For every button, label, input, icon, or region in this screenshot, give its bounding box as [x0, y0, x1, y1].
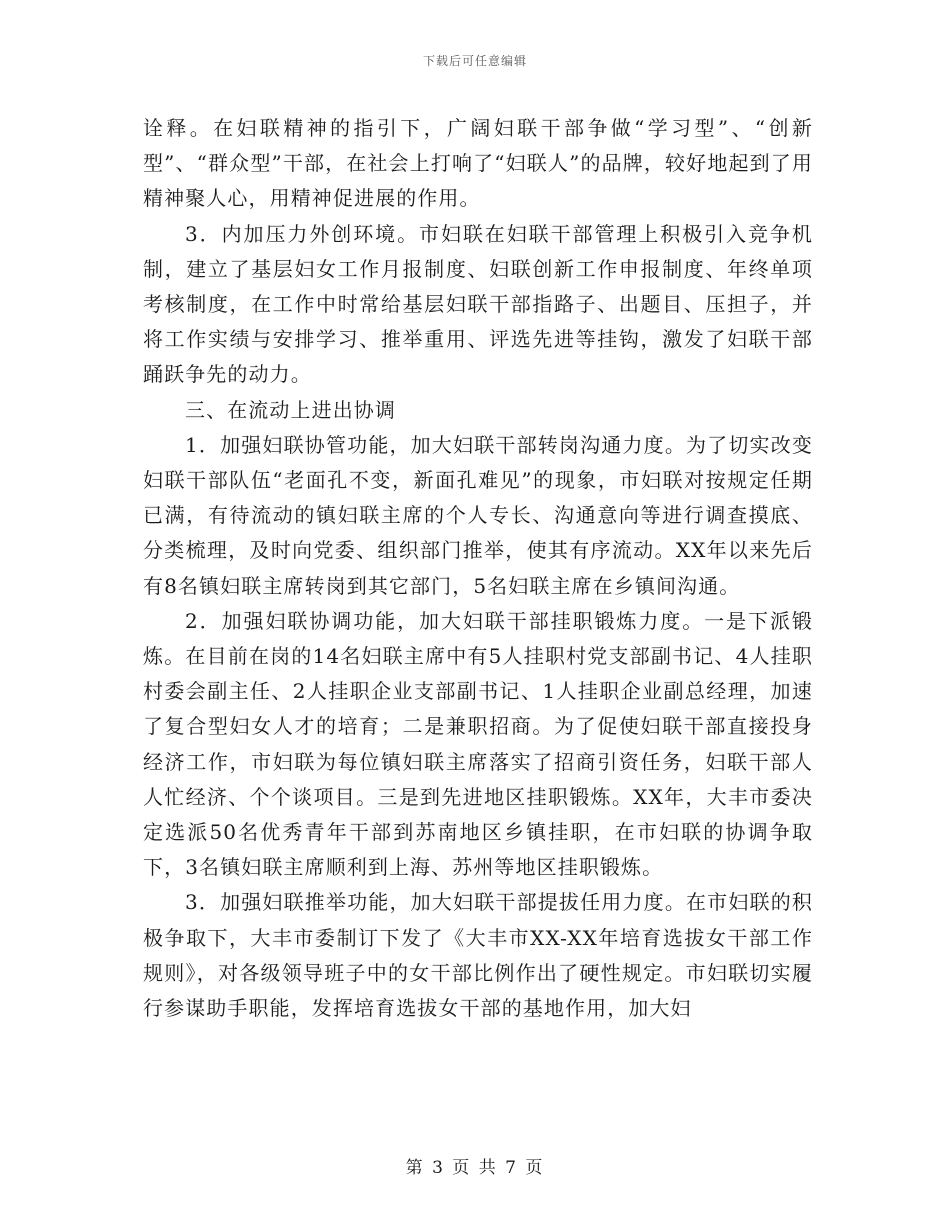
page-header: 下载后可任意编辑 — [422, 54, 527, 68]
paragraph-continuation: 诠释。在妇联精神的指引下，广阔妇联干部争做“学习型”、“创新型”、“群众型”干部，在社会上打响了“妇联人”的品牌，较好地起到了用精神聚人心，用精神促进展的作用。 — [143, 116, 813, 211]
paragraph-item-3-promotion: 3．加强妇联推举功能，加大妇联干部提拔任用力度。在市妇联的积极争取下，大丰市委制订下发了《大丰市XX-XX年培育选拔女干部工作规则》，对各级领导班子中的女干部比例作出了硬性规定。市妇联切实履行参谋助手职能，发挥培育选拔女干部的基地作用，加大妇 — [143, 890, 813, 1021]
page-number: 第 3 页 共 7 页 — [405, 1158, 545, 1178]
paragraph-item-1-transfer: 1．加强妇联协管功能，加大妇联干部转岗沟通力度。为了切实改变妇联干部队伍“老面孔不变，新面孔难见”的现象，市妇联对按规定任期已满，有待流动的镇妇联主席的个人专长、沟通意向等进行调查摸底、分类梳理，及时向党委、组织部门推举，使其有序流动。XX年以来先后有8名镇妇联主席转岗到其它部门，5名妇联主席在乡镇间沟通。 — [143, 432, 813, 598]
document-body — [143, 111, 813, 1026]
paragraph-item-3-pressure: 3．内加压力外创环境。市妇联在妇联干部管理上积极引入竞争机制，建立了基层妇女工作月报制度、妇联创新工作申报制度、年终单项考核制度，在工作中时常给基层妇联干部指路子、出题目、压担子，并将工作实绩与安排学习、推举重用、评选先进等挂钩，激发了妇联干部踊跃争先的动力。 — [143, 221, 813, 387]
section-heading-3: 三、在流动上进出协调 — [185, 397, 396, 422]
paragraph-item-2-secondment: 2．加强妇联协调功能，加大妇联干部挂职锻炼力度。一是下派锻炼。在目前在岗的14名妇联主席中有5人挂职村党支部副书记、4人挂职村委会副主任、2人挂职企业支部副书记、1人挂职企业副总经理，加速了复合型妇女人才的培育；二是兼职招商。为了促使妇联干部直接投身经济工作，市妇联为每位镇妇联主席落实了招商引资任务，妇联干部人人忙经济、个个谈项目。三是到先进地区挂职锻炼。XX年，大丰市委决定选派50名优秀青年干部到苏南地区乡镇挂职，在市妇联的协调争取下，3名镇妇联主席顺利到上海、苏州等地区挂职锻炼。 — [143, 608, 813, 880]
